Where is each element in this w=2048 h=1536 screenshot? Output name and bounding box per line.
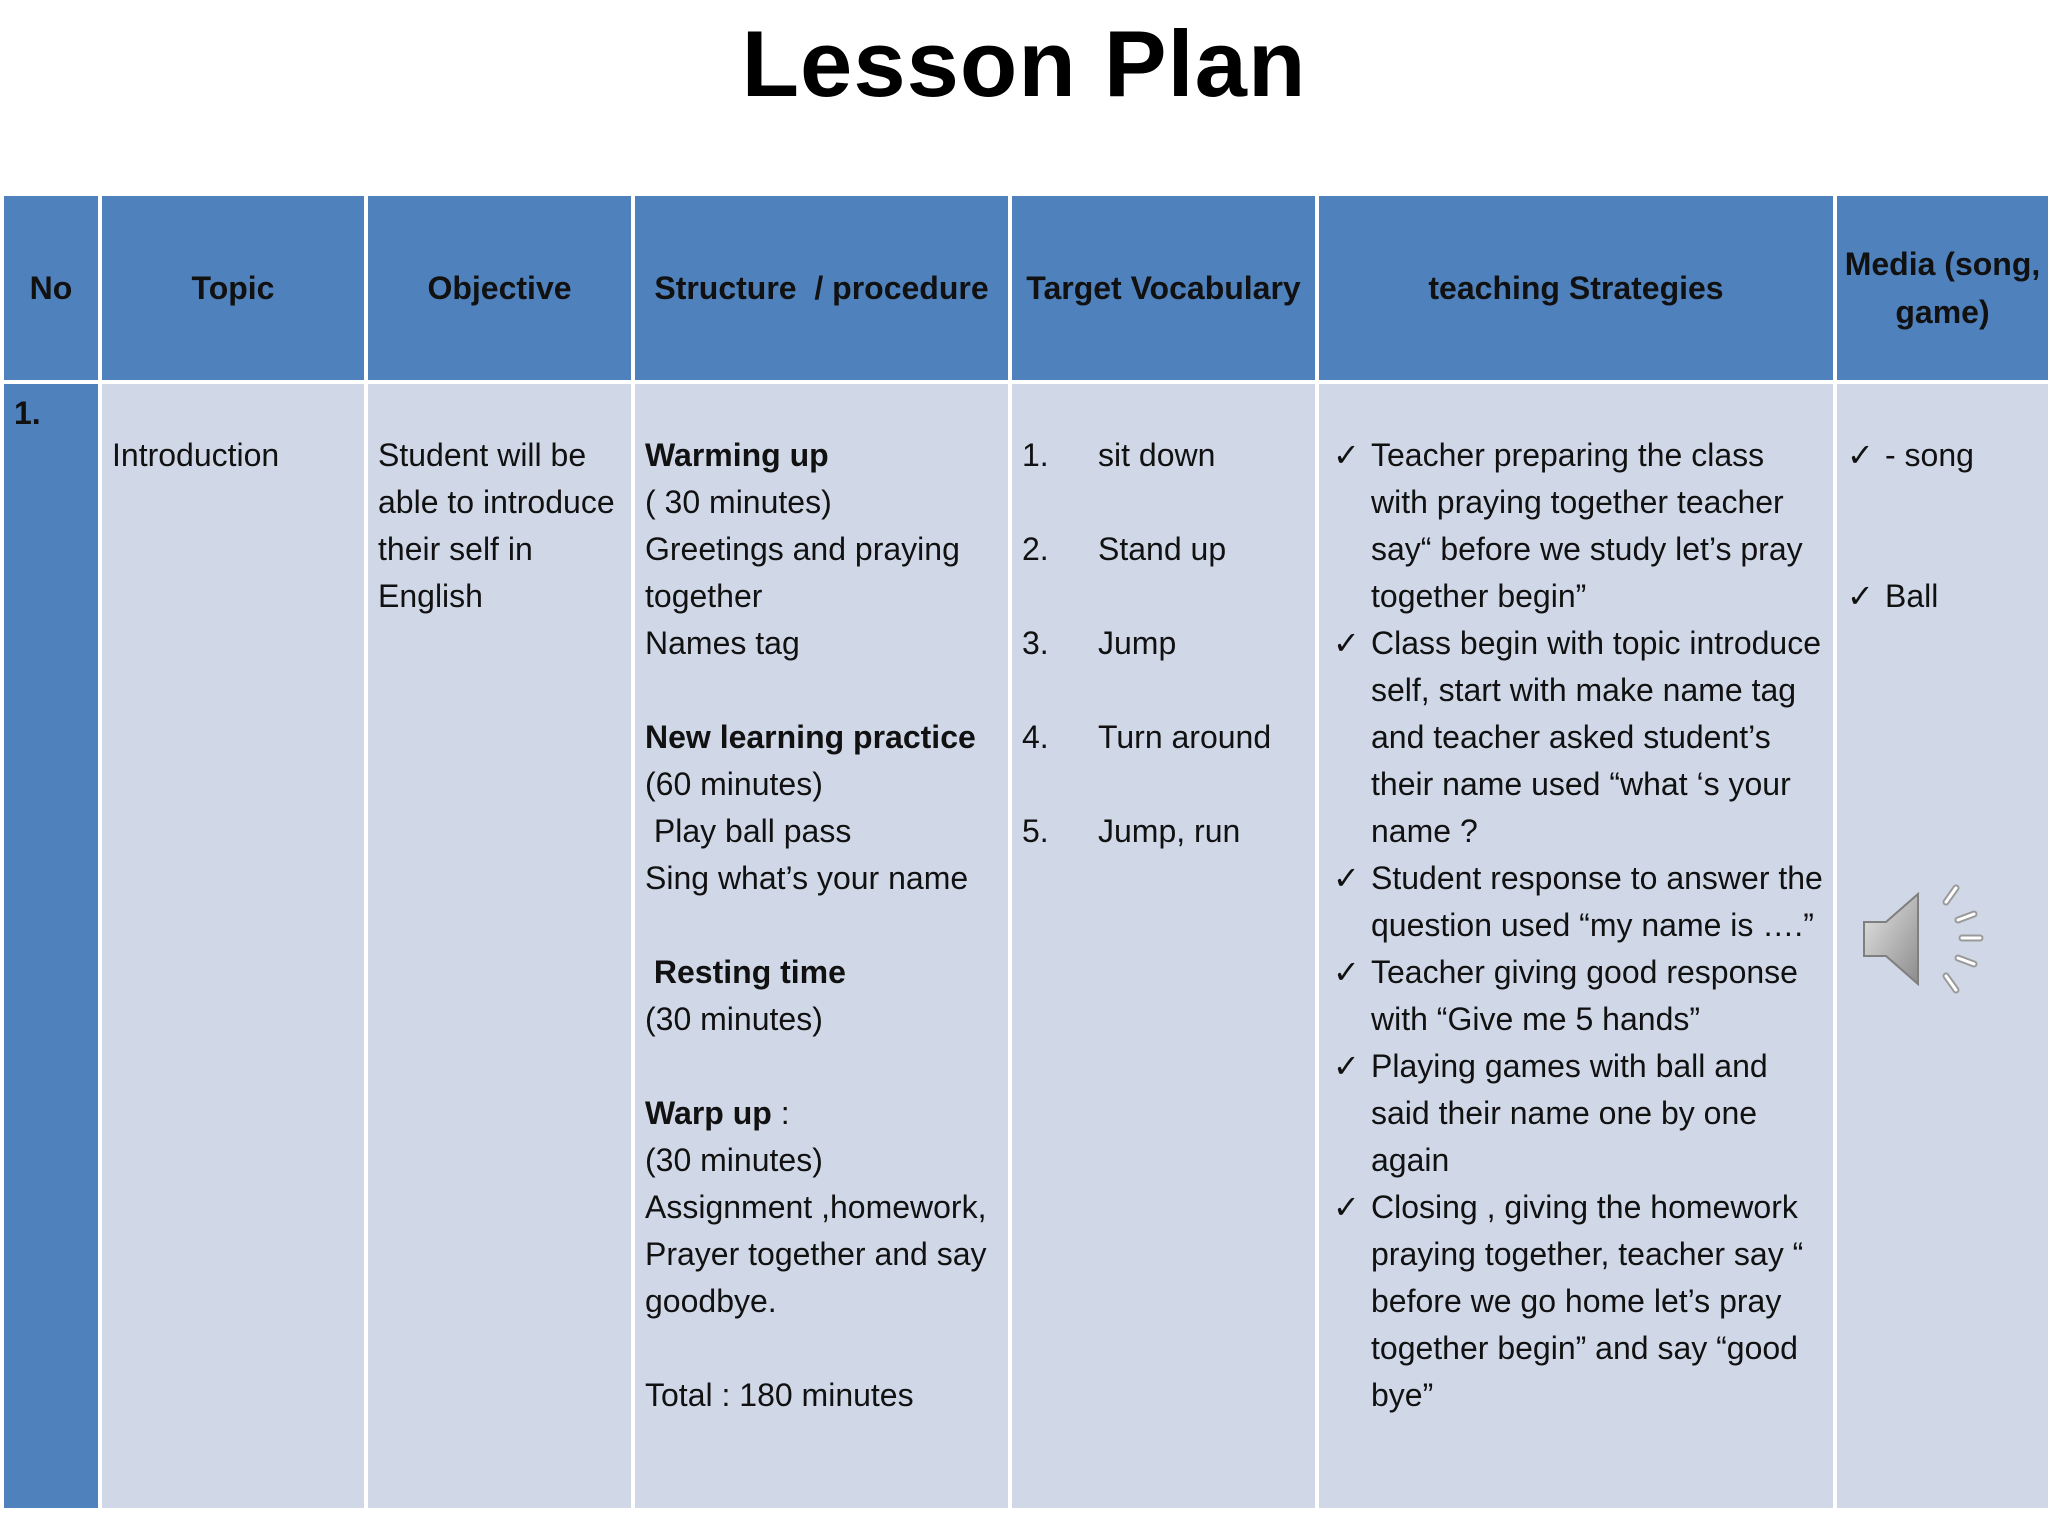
warming-up-heading: Warming up	[645, 437, 829, 473]
structure-line: Greetings and praying together	[645, 531, 960, 614]
list-item	[1022, 808, 1305, 855]
header-topic: Topic	[100, 194, 366, 382]
header-objective: Objective	[366, 194, 633, 382]
header-row	[2, 194, 2048, 382]
list-item	[1329, 1043, 1823, 1184]
warp-up-block	[645, 1090, 998, 1325]
list-item	[1329, 855, 1823, 949]
list-item	[1329, 949, 1823, 1043]
vocabulary-word: Turn around	[1098, 719, 1272, 755]
vocabulary-word: sit down	[1098, 437, 1216, 473]
list-item	[1022, 620, 1305, 667]
list-number: 2.	[1022, 531, 1049, 567]
list-item	[1022, 714, 1305, 761]
media-item: Ball	[1885, 578, 1939, 614]
check-icon: ✓	[1847, 578, 1874, 614]
strategy-text: Teacher giving good response with “Give me 5 hands”	[1371, 954, 1798, 1037]
check-icon: ✓	[1333, 437, 1360, 473]
structure-line: Play ball pass	[645, 813, 852, 849]
structure-line: Sing what’s your name	[645, 860, 969, 896]
strategies-cell	[1317, 382, 1835, 1510]
list-item	[1022, 526, 1305, 573]
topic-cell	[100, 382, 366, 1510]
list-number: 5.	[1022, 813, 1049, 849]
list-item	[1329, 1184, 1823, 1419]
resting-time-block	[645, 949, 998, 1043]
warming-up-block	[645, 432, 998, 667]
new-learning-heading: New learning practice	[645, 719, 976, 755]
speaker-icon-graphic	[1858, 872, 1994, 1008]
strategy-text: Student response to answer the question used “my name is ….”	[1371, 860, 1823, 943]
strategies-list	[1329, 432, 1823, 1419]
vocabulary-word: Stand up	[1098, 531, 1227, 567]
list-item	[1847, 573, 2038, 620]
media-list	[1847, 432, 2038, 620]
warp-up-suffix: :	[771, 1095, 790, 1131]
check-icon: ✓	[1333, 1189, 1360, 1225]
header-no: No	[2, 194, 100, 382]
objective-cell	[366, 382, 633, 1510]
check-icon: ✓	[1333, 860, 1360, 896]
vocabulary-cell	[1010, 382, 1317, 1510]
structure-line: ( 30 minutes)	[645, 484, 832, 520]
topic-text: Introduction	[112, 437, 280, 473]
objective-text: Student will be able to introduce their self in English	[378, 437, 615, 614]
resting-time-heading: Resting time	[645, 954, 846, 990]
check-icon: ✓	[1333, 1048, 1360, 1084]
page-title: Lesson Plan	[741, 11, 1307, 116]
vocabulary-list	[1022, 432, 1305, 855]
vocabulary-word: Jump	[1098, 625, 1177, 661]
new-learning-block	[645, 714, 998, 902]
list-item	[1022, 432, 1305, 479]
warp-up-heading: Warp up	[645, 1095, 772, 1131]
check-icon: ✓	[1333, 625, 1360, 661]
structure-line: (30 minutes)	[645, 1142, 823, 1178]
total-time: Total : 180 minutes	[645, 1377, 914, 1413]
header-media: Media (song, game)	[1835, 194, 2048, 382]
media-item: - song	[1885, 437, 1974, 473]
check-icon: ✓	[1333, 954, 1360, 990]
structure-cell	[633, 382, 1010, 1510]
structure-line: Names tag	[645, 625, 800, 661]
strategy-text: Playing games with ball and said their name one by one again	[1371, 1048, 1768, 1178]
speaker-icon[interactable]	[1858, 872, 1994, 1013]
list-item	[1329, 432, 1823, 620]
list-item	[1329, 620, 1823, 855]
strategy-text: Class begin with topic introduce self, start with make name tag and teacher asked student’s their name used “what ‘s your name ?	[1371, 625, 1822, 849]
list-number: 1.	[1022, 437, 1049, 473]
list-item	[1847, 432, 2038, 479]
structure-line: (30 minutes)	[645, 1001, 823, 1037]
header-teaching-strategies: teaching Strategies	[1317, 194, 1835, 382]
header-structure: Structure / procedure	[633, 194, 1010, 382]
table-row	[2, 382, 2048, 1510]
lesson-plan-table	[0, 192, 2048, 1512]
strategy-text: Teacher preparing the class with praying together teacher say“ before we study let’s pray together begin”	[1371, 437, 1803, 614]
structure-line: Prayer together and say goodbye.	[645, 1236, 987, 1319]
header-target-vocabulary: Target Vocabulary	[1010, 194, 1317, 382]
row-number: 1.	[2, 382, 100, 1510]
strategy-text: Closing , giving the homework praying together, teacher say “ before we go home let’s pray together begin” and say “good bye”	[1371, 1189, 1804, 1413]
list-number: 3.	[1022, 625, 1049, 661]
structure-line: Assignment ,homework,	[645, 1189, 987, 1225]
structure-line: (60 minutes)	[645, 766, 823, 802]
list-number: 4.	[1022, 719, 1049, 755]
vocabulary-word: Jump, run	[1098, 813, 1241, 849]
check-icon: ✓	[1847, 437, 1874, 473]
